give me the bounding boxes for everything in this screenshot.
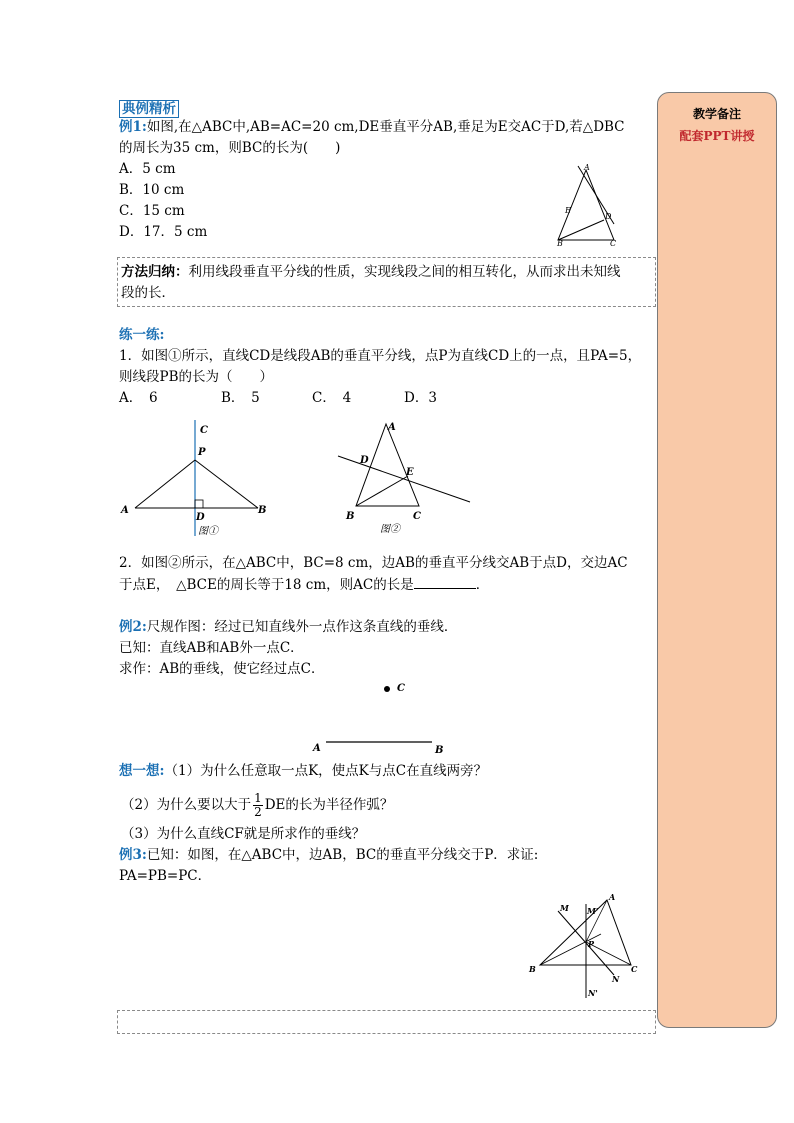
think-line3: （3）为什么直线CF就是所求作的垂线？ <box>121 826 366 842</box>
fig2-label-e: E <box>406 467 414 478</box>
ex3-triangle-figure <box>524 890 644 1002</box>
notes-box <box>117 1010 656 1034</box>
practice-q1-option-a: A． 6 <box>119 390 158 406</box>
fraction-numerator: 1 <box>254 791 262 805</box>
ex1-line1 <box>119 117 625 138</box>
practice-q2-text: 于点E， △BCE的周长等于18 cm，则AC的长是 <box>119 577 414 593</box>
fig1-label-c: C <box>200 425 208 436</box>
fraction-one-half <box>253 792 263 819</box>
ex3-label-a: A <box>609 892 616 902</box>
ex1-label-d: D <box>605 212 612 221</box>
method-label: 方法归纳： <box>121 264 189 280</box>
practice-q1-line2: 则线段PB的长为（ ） <box>119 369 274 385</box>
practice-label: 练一练: <box>119 327 165 343</box>
think-label: 想一想: <box>119 763 165 779</box>
ex3-label-n: N <box>612 974 620 984</box>
point-c <box>384 686 390 692</box>
fig1-label-p: P <box>198 447 206 458</box>
ex2-label-a: A <box>313 743 321 754</box>
ex2-line1 <box>119 617 457 638</box>
practice-q1-line1: 1．如图①所示，直线CD是线段AB的垂直平分线，点P为直线CD上的一点，且PA=5， <box>119 348 642 364</box>
think-line1 <box>119 761 487 782</box>
method-text1: 利用线段垂直平分线的性质，实现线段之间的相互转化，从而求出未知线 <box>188 264 621 280</box>
figure-1 <box>118 418 278 540</box>
ex2-label-c: C <box>397 683 405 694</box>
practice-q2-line1: 2．如图②所示，在△ABC中，BC=8 cm，边AB的垂直平分线交AB于点D，交边AC <box>119 555 628 571</box>
fig1-label-a: A <box>121 505 129 516</box>
ex3-label-b: B <box>529 964 536 974</box>
ex3-label-p: P <box>588 939 595 949</box>
ex2-construction-figure <box>308 676 458 758</box>
fig1-label-b: B <box>258 505 267 516</box>
ex1-text1: 如图,在△ABC中,AB=AC=20 cm,DE垂直平分AB,垂足为E交AC于D,若△DBC <box>146 119 625 135</box>
think-line2 <box>121 792 393 819</box>
think-q2-start: （2）为什么要以大于 <box>121 797 252 813</box>
ex1-label-c: C <box>610 239 617 248</box>
ex3-text1: 已知：如图，在△ABC中，边AB，BC的垂直平分线交于P．求证: <box>146 847 539 863</box>
fig1-label-d: D <box>196 512 205 523</box>
fraction-denominator: 2 <box>254 805 262 819</box>
ex1-label: 例1: <box>119 119 147 135</box>
ex1-label-e: E <box>565 206 571 215</box>
figure-2 <box>334 418 474 540</box>
fig2-caption: 图② <box>380 524 400 535</box>
ex3-label-m: M <box>560 903 569 913</box>
ex3-label-c: C <box>631 964 638 974</box>
practice-q2-end: ． <box>475 577 490 593</box>
ex1-option-a: A．5 cm <box>119 161 176 177</box>
ex1-label-b: B <box>557 239 563 248</box>
fig2-label-b: B <box>346 511 355 522</box>
sidebar-title: 教学备注 <box>692 107 741 121</box>
method-line1 <box>121 262 621 283</box>
ex1-label-a: A <box>584 163 590 172</box>
fig2-label-c: C <box>413 511 421 522</box>
fig1-caption: 图① <box>198 526 218 537</box>
think-q1: （1）为什么任意取一点K，使点K与点C在直线两旁？ <box>164 763 488 779</box>
ex2-text1: 尺规作图：经过已知直线外一点作这条直线的垂线． <box>146 619 458 635</box>
practice-q1-option-b: B． 5 <box>221 390 260 406</box>
ex3-label-m-prime: M' <box>587 906 599 916</box>
section-title-box <box>119 98 179 118</box>
section-title: 典例精析 <box>119 100 179 118</box>
ex3-line2: PA=PB=PC． <box>119 868 212 884</box>
ex3-label-n-prime: N' <box>588 988 598 998</box>
practice-q1-option-c: C． 4 <box>312 390 352 406</box>
ex3-line1 <box>119 845 538 866</box>
ex2-label-b: B <box>435 745 444 756</box>
method-line2: 段的长． <box>121 285 175 301</box>
sidebar-note: 配套PPT讲授 <box>679 129 755 143</box>
teaching-notes-sidebar <box>657 92 777 1028</box>
ex1-option-c: C．15 cm <box>119 203 185 219</box>
practice-q2-line2 <box>119 574 489 596</box>
think-q2-end: DE的长为半径作弧？ <box>264 797 394 813</box>
ex1-triangle-figure <box>552 162 624 248</box>
ex3-label: 例3: <box>119 847 147 863</box>
ex2-label: 例2: <box>119 619 147 635</box>
ex1-option-d: D．17．5 cm <box>119 224 208 240</box>
fig2-label-d: D <box>360 455 369 466</box>
fig2-label-a: A <box>388 422 396 433</box>
ex2-line3: 求作：AB的垂线，使它经过点C． <box>119 661 325 677</box>
practice-q1-option-d: D．3 <box>404 390 437 406</box>
ex1-option-b: B．10 cm <box>119 182 185 198</box>
ex2-line2: 已知：直线AB和AB外一点C． <box>119 640 304 656</box>
answer-blank <box>414 574 476 589</box>
ex1-line2: 的周长为35 cm，则BC的长为( ) <box>119 140 341 156</box>
